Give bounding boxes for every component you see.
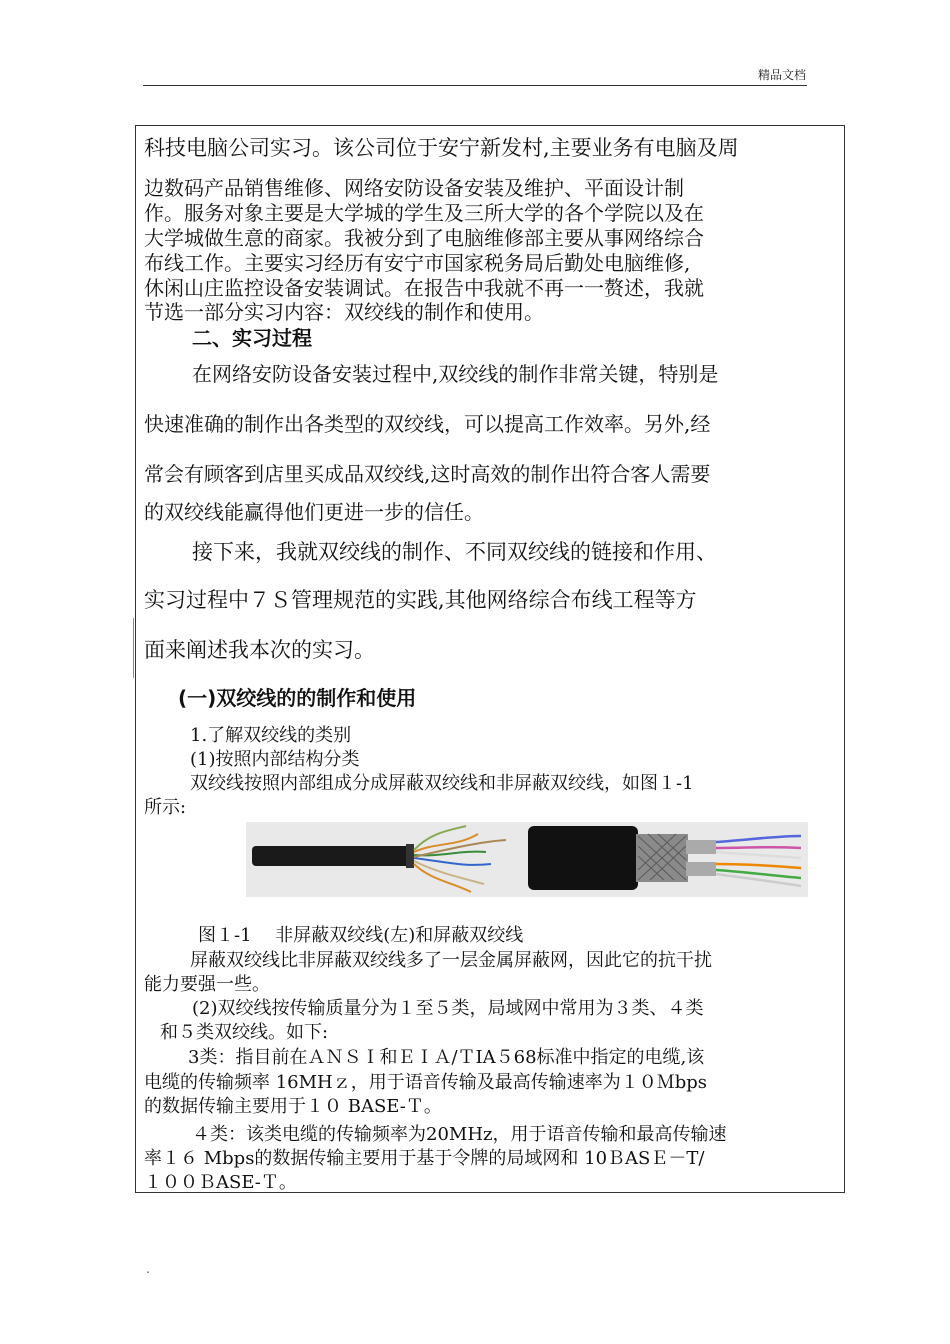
paragraph-line: 所示: [144, 797, 187, 818]
paragraph-line: 在网络安防设备安装过程中,双绞线的制作非常关键，特别是 [192, 362, 719, 386]
paragraph-line: 接下来，我就双绞线的制作、不同双绞线的链接和作用、 [192, 540, 717, 564]
section-heading: 二、实习过程 [192, 326, 312, 350]
paragraph-line: 边数码产品销售维修、网络安防设备安装及维护、平面设计制 [144, 176, 684, 200]
paragraph-line: 能力要强一些。 [144, 974, 270, 995]
paragraph-line: 的数据传输主要用于１０ BASE-Ｔ。 [144, 1096, 442, 1117]
figure-caption: 图１-1 非屏蔽双绞线(左)和屏蔽双绞线 [198, 925, 524, 946]
subsection-heading: (一)双绞线的的制作和使用 [178, 686, 417, 710]
paragraph-line: 屏蔽双绞线比非屏蔽双绞线多了一层金属屏蔽网，因此它的抗干扰 [190, 950, 712, 971]
paragraph-line: 大学城做生意的商家。我被分到了电脑维修部主要从事网络综合 [144, 226, 704, 250]
list-item: (1)按照内部结构分类 [190, 749, 360, 770]
paragraph-line: 布线工作。主要实习经历有安宁市国家税务局后勤处电脑维修, [144, 251, 691, 275]
paragraph-line: 电缆的传输频率 16MHｚ，用于语音传输及最高传输速率为１０Ｍbps [144, 1072, 708, 1093]
paragraph-line: 科技电脑公司实习。该公司位于安宁新发村,主要业务有电脑及周 [144, 136, 739, 160]
paragraph-line: 双绞线按照内部组成分成屏蔽双绞线和非屏蔽双绞线，如图１-1 [190, 773, 694, 794]
paragraph-line: 快速准确的制作出各类型的双绞线，可以提高工作效率。另外,经 [144, 412, 711, 436]
paragraph-line: １００ＢASE-Ｔ。 [144, 1172, 297, 1193]
paragraph-line: 3类：指目前在ＡＮＳＩ和ＥＩＡ/ＴIA５68标准中指定的电缆,该 [188, 1047, 705, 1068]
footer-dot: . [146, 1262, 150, 1276]
list-item: 1.了解双绞线的类别 [190, 725, 352, 746]
margin-mark [133, 618, 134, 678]
paragraph-line: 休闲山庄监控设备安装调试。在报告中我就不再一一赘述，我就 [144, 276, 704, 300]
paragraph-line: 作。服务对象主要是大学城的学生及三所大学的各个学院以及在 [144, 201, 704, 225]
paragraph-line: 面来阐述我本次的实习。 [144, 638, 375, 662]
header-label: 精品文档 [757, 68, 806, 82]
paragraph-line: ４类：该类电缆的传输频率为20MHz，用于语音传输和最高传输速 [192, 1124, 727, 1145]
cable-figure [246, 822, 808, 897]
paragraph-line: (2)双绞线按传输质量分为１至５类，局域网中常用为３类、４类 [192, 998, 704, 1019]
paragraph-line: 常会有顾客到店里买成品双绞线,这时高效的制作出符合客人需要 [144, 462, 711, 486]
paragraph-line: 率１６ Mbps的数据传输主要用于基于令牌的局域网和 10ＢASＥ－T/ [144, 1148, 705, 1169]
paragraph-line: 的双绞线能赢得他们更进一步的信任。 [144, 500, 484, 524]
paragraph-line: 和５类双绞线。如下: [160, 1022, 329, 1043]
paragraph-line: 实习过程中７Ｓ管理规范的实践,其他网络综合布线工程等方 [144, 588, 697, 612]
paragraph-line: 节选一部分实习内容：双绞线的制作和使用。 [144, 300, 544, 324]
header-rule [143, 85, 807, 86]
